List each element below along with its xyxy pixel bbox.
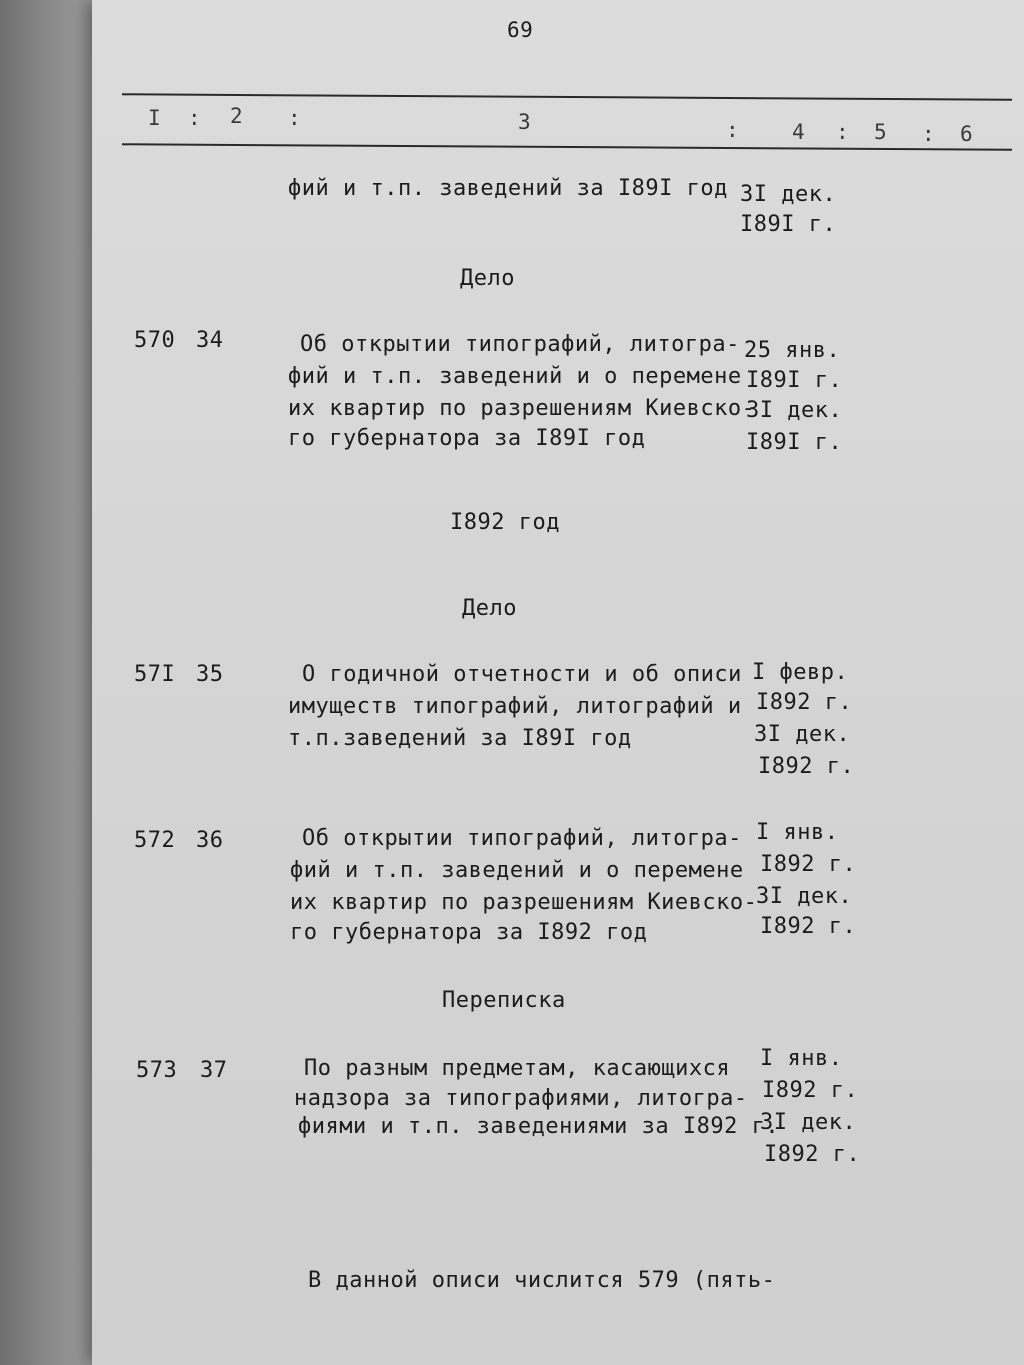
entry-text-line: имуществ типографий, литографий и	[288, 694, 742, 719]
entry-text-line: О годичной отчетности и об описи	[302, 662, 742, 687]
continuation-text: фий и т.п. заведений за I89I год	[288, 176, 728, 201]
entry-date-line: 25 янв.	[744, 338, 841, 363]
entry-date-line: I89I г.	[746, 368, 843, 393]
entry-date-line: I892 г.	[758, 754, 855, 779]
entry-text-line: го губернатора за I892 год	[290, 920, 648, 945]
column-separator: :	[188, 106, 202, 130]
entry-number: 570	[134, 328, 176, 353]
entry-sub-number: 35	[196, 662, 224, 687]
entry-date-line: 3I дек.	[756, 884, 853, 909]
entry-text-line: фий и т.п. заведений и о перемене	[288, 364, 742, 389]
entry-date-line: I892 г.	[756, 690, 853, 715]
entry-number: 573	[136, 1058, 178, 1083]
entry-date-line: I892 г.	[762, 1078, 859, 1103]
entry-date-line: I февр.	[752, 660, 849, 685]
column-header-1: I	[148, 106, 162, 130]
header-rule-top	[122, 93, 1012, 100]
entry-text-line: фиями и т.п. заведениями за I892 г.	[298, 1114, 780, 1139]
entry-date-line: I89I г.	[746, 430, 843, 455]
section-heading: Переписка	[442, 988, 566, 1013]
section-heading: Дело	[460, 266, 515, 291]
entry-date-line: I892 г.	[760, 852, 857, 877]
entry-text-line: их квартир по разрешениям Киевско-	[288, 396, 756, 421]
entry-sub-number: 34	[196, 328, 224, 353]
column-header-5: 5	[874, 120, 888, 144]
entry-text-line: фий и т.п. заведений и о перемене	[290, 858, 744, 883]
entry-date-line: I892 г.	[764, 1142, 861, 1167]
entry-date-line: I янв.	[756, 820, 839, 845]
entry-date-line: I892 г.	[760, 914, 857, 939]
entry-text-line: Об открытии типографий, литогра-	[300, 332, 740, 357]
entry-number: 57I	[134, 662, 176, 687]
year-heading: I892 год	[450, 510, 560, 535]
entry-text-line: т.п.заведений за I89I год	[288, 726, 632, 751]
entry-date-line: I янв.	[760, 1046, 843, 1071]
entry-text-line: надзора за типографиями, литогра-	[294, 1086, 748, 1111]
entry-sub-number: 36	[196, 828, 224, 853]
entry-text-line: Об открытии типографий, литогра-	[302, 826, 742, 851]
column-header-3: 3	[518, 110, 532, 134]
entry-text-line: го губернатора за I89I год	[288, 426, 646, 451]
column-separator: :	[288, 106, 302, 130]
column-header-2: 2	[230, 104, 244, 128]
column-header-4: 4	[792, 120, 806, 144]
section-heading: Дело	[462, 596, 517, 621]
entry-text-line: их квартир по разрешениям Киевско-	[290, 890, 758, 915]
column-separator: :	[836, 120, 850, 144]
entry-number: 572	[134, 828, 176, 853]
entry-date-line: 3I дек.	[746, 398, 843, 423]
entry-date-line: 3I дек.	[760, 1110, 857, 1135]
document-page	[92, 0, 1024, 1365]
entry-date-line: 3I дек.	[754, 722, 851, 747]
entry-text-line: По разным предметам, касающихся	[304, 1056, 731, 1081]
continuation-date: I89I г.	[740, 212, 837, 237]
column-separator: :	[922, 122, 936, 146]
entry-sub-number: 37	[200, 1058, 228, 1083]
closing-line: В данной описи числится 579 (пять-	[308, 1268, 776, 1293]
header-rule-bottom	[122, 143, 1012, 150]
column-header-6: 6	[960, 122, 974, 146]
column-separator: :	[726, 118, 740, 142]
continuation-date: 3I дек.	[740, 182, 837, 207]
page-number: 69	[507, 18, 534, 42]
